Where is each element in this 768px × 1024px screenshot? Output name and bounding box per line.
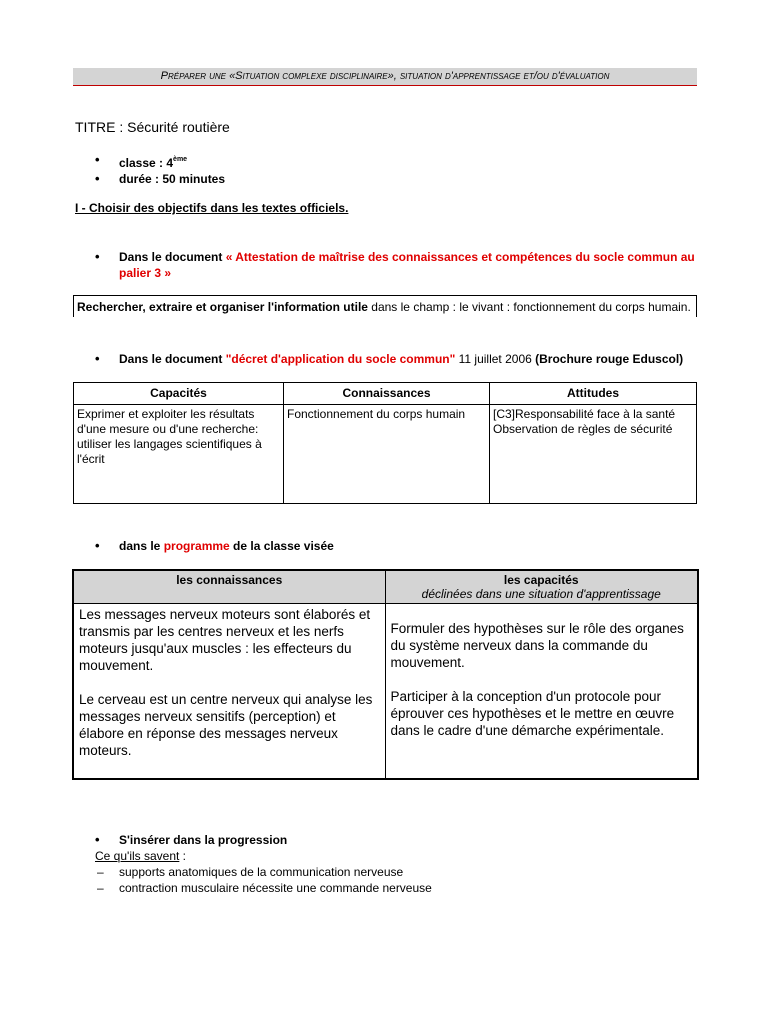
doc3-prefix: dans le <box>119 539 164 553</box>
savent-colon: : <box>179 849 187 863</box>
doc2-date: 11 juillet 2006 <box>455 352 536 366</box>
capacite-paragraph: Participer à la conception d'un protocole pour éprouver ces hypothèses et le mettre en œuvre dans le cadre d'une démarche expérimentale. <box>390 689 675 738</box>
document-title: TITRE : Sécurité routière <box>75 119 230 135</box>
header-connaissances: Connaissances <box>284 383 490 405</box>
cell-les-capacites <box>385 604 698 780</box>
programme-table-header <box>73 570 698 604</box>
savent-heading <box>95 848 186 864</box>
doc-reference-decret <box>95 351 695 367</box>
programme-table-row <box>73 604 698 780</box>
doc1-prefix: Dans le document <box>119 250 226 264</box>
connaissance-paragraph: Les messages nerveux moteurs sont élaborés et transmis par les centres nerveux et les nerfs moteurs jusqu'aux muscles : les effecteurs du mouvement. <box>79 607 371 673</box>
classe-sup: ème <box>173 156 188 163</box>
header-les-capacites <box>385 570 698 604</box>
progression-title: • S'insérer dans la progression <box>95 832 287 848</box>
savent-label: Ce qu'ils savent <box>95 849 180 863</box>
cell-connaissances: Fonctionnement du corps humain <box>284 405 490 504</box>
document-header: Préparer une «Situation complexe disciplinaire», situation d'apprentissage et/ou d'évaluation <box>73 68 697 86</box>
competence-text: dans le champ : le vivant : fonctionnement du corps humain. <box>367 300 691 314</box>
competence-box <box>73 295 697 317</box>
socle-table-row <box>74 405 697 504</box>
classe-label: classe : 4 <box>119 156 174 170</box>
doc3-suffix: de la classe visée <box>229 539 334 553</box>
savent-item: – contraction musculaire nécessite une commande nerveuse <box>95 880 432 896</box>
socle-table-header <box>74 383 697 405</box>
doc1-title: « Attestation de maîtrise des connaissances et compétences du socle commun au palier 3 » <box>119 250 695 280</box>
progression-section <box>95 832 287 848</box>
attitude-item: Observation de règles de sécurité <box>493 422 673 436</box>
cell-capacites: Exprimer et exploiter les résultats d'une mesure ou d'une recherche: utiliser les langages scientifiques à l'écrit <box>74 405 284 504</box>
header-capacites-title: les capacités <box>503 573 579 587</box>
header-attitudes: Attitudes <box>490 383 697 405</box>
section-heading: I - Choisir des objectifs dans les textes officiels. <box>75 201 349 215</box>
doc-reference-programme <box>95 538 695 554</box>
attitude-item: [C3]Responsabilité face à la santé <box>493 407 676 421</box>
meta-classe <box>95 152 225 171</box>
doc2-title: "décret d'application du socle commun" <box>225 352 456 366</box>
header-les-connaissances: les connaissances <box>73 570 385 604</box>
header-capacites-sub: déclinées dans une situation d'apprentissage <box>421 587 661 601</box>
doc-reference-attestation <box>95 249 695 281</box>
doc3-programme: programme <box>163 539 230 553</box>
header-capacites: Capacités <box>74 383 284 405</box>
meta-list <box>95 152 225 187</box>
connaissance-paragraph: Le cerveau est un centre nerveux qui analyse les messages nerveux sensitifs (perception) et élabore en réponse des messages nerveux moteurs. <box>79 692 373 758</box>
savent-list <box>95 864 432 896</box>
cell-attitudes <box>490 405 697 504</box>
cell-les-connaissances <box>73 604 385 780</box>
savent-item: – supports anatomiques de la communication nerveuse <box>95 864 432 880</box>
meta-duree: • durée : 50 minutes <box>95 171 225 187</box>
doc2-prefix: Dans le document <box>119 352 226 366</box>
competence-bold: Rechercher, extraire et organiser l'information utile <box>77 300 368 314</box>
capacite-paragraph: Formuler des hypothèses sur le rôle des organes du système nerveux dans la commande du mouvement. <box>390 621 684 670</box>
programme-table <box>72 569 699 780</box>
doc2-suffix: (Brochure rouge Eduscol) <box>535 352 684 366</box>
socle-table <box>73 382 697 504</box>
